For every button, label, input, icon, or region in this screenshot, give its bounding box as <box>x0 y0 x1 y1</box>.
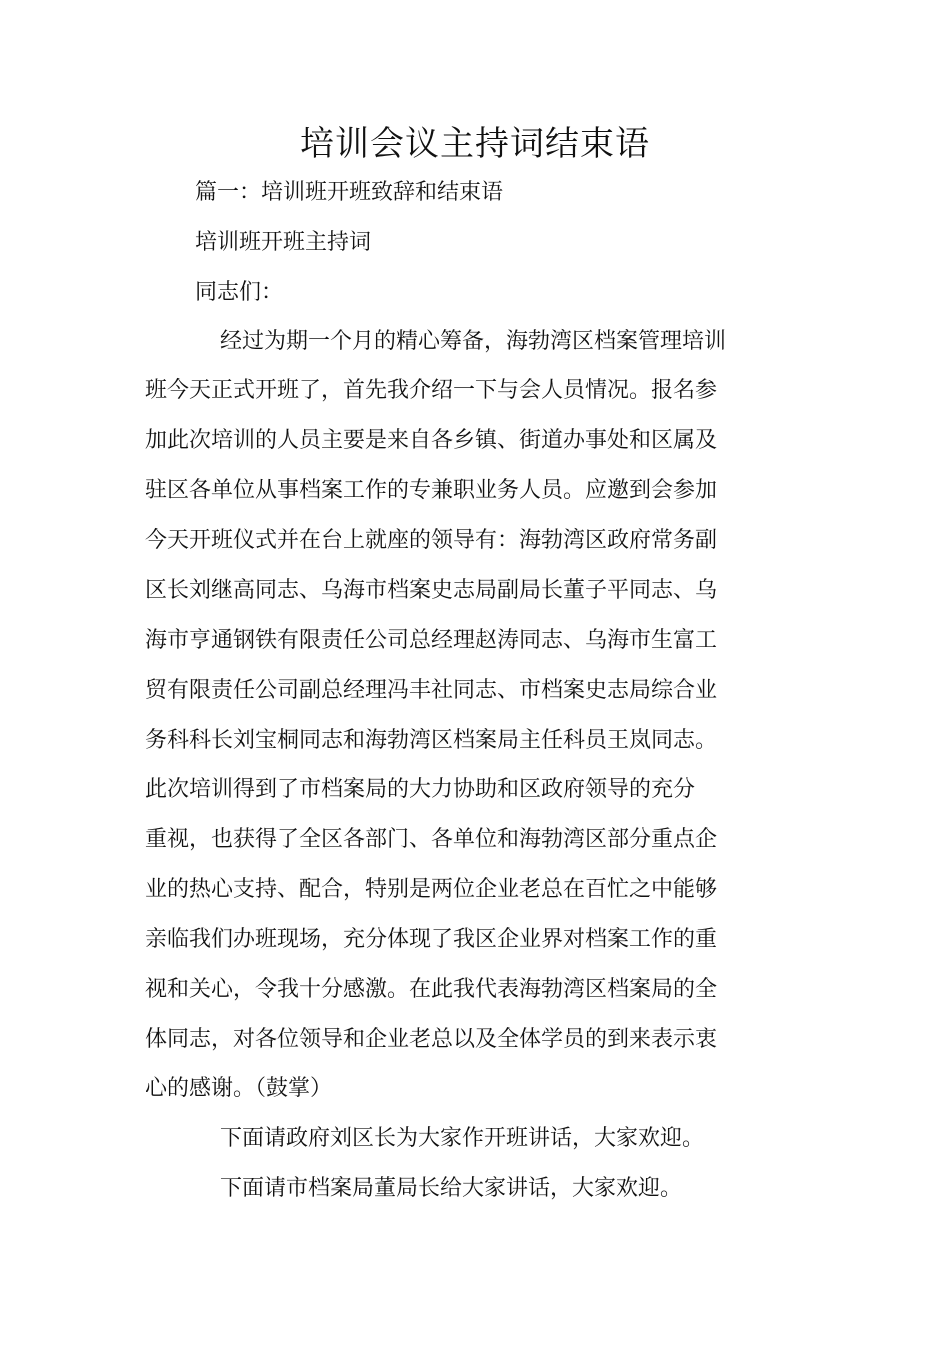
paragraph-line: 业的热心支持、配合，特别是两位企业老总在百忙之中能够 <box>145 877 718 902</box>
paragraph-line: 心的感谢。（鼓掌） <box>145 1076 333 1101</box>
paragraph-line: 经过为期一个月的精心筹备，海勃湾区档案管理培训 <box>220 329 727 354</box>
paragraph-line: 此次培训得到了市档案局的大力协助和区政府领导的充分 <box>145 777 696 802</box>
paragraph-line: 重视，也获得了全区各部门、各单位和海勃湾区部分重点企 <box>145 827 718 852</box>
paragraph-line: 班今天正式开班了，首先我介绍一下与会人员情况。报名参 <box>145 378 718 403</box>
paragraph-line: 下面请政府刘区长为大家作开班讲话，大家欢迎。 <box>220 1126 705 1151</box>
paragraph-line: 下面请市档案局董局长给大家讲话，大家欢迎。 <box>220 1176 683 1201</box>
salutation: 同志们： <box>195 280 284 305</box>
paragraph-line: 亲临我们办班现场，充分体现了我区企业界对档案工作的重 <box>145 927 718 952</box>
paragraph-line: 体同志，对各位领导和企业老总以及全体学员的到来表示衷 <box>145 1027 718 1052</box>
paragraph-line: 今天开班仪式并在台上就座的领导有：海勃湾区政府常务副 <box>145 528 718 553</box>
paragraph-line: 加此次培训的人员主要是来自各乡镇、街道办事处和区属及 <box>145 428 718 453</box>
paragraph-line: 视和关心，令我十分感激。在此我代表海勃湾区档案局的全 <box>145 977 718 1002</box>
document-title: 培训会议主持词结束语 <box>300 124 650 164</box>
paragraph-line: 贸有限责任公司副总经理冯丰社同志、市档案史志局综合业 <box>145 678 718 703</box>
paragraph-line: 务科科长刘宝桐同志和海勃湾区档案局主任科员王岚同志。 <box>145 728 718 753</box>
paragraph-line: 区长刘继高同志、乌海市档案史志局副局长董子平同志、乌 <box>145 578 718 603</box>
paragraph-line: 驻区各单位从事档案工作的专兼职业务人员。应邀到会参加 <box>145 478 718 503</box>
subsection-heading: 培训班开班主持词 <box>195 230 372 255</box>
paragraph-line: 海市亨通钢铁有限责任公司总经理赵涛同志、乌海市生富工 <box>145 628 718 653</box>
section-heading: 篇一：培训班开班致辞和结束语 <box>195 180 504 205</box>
